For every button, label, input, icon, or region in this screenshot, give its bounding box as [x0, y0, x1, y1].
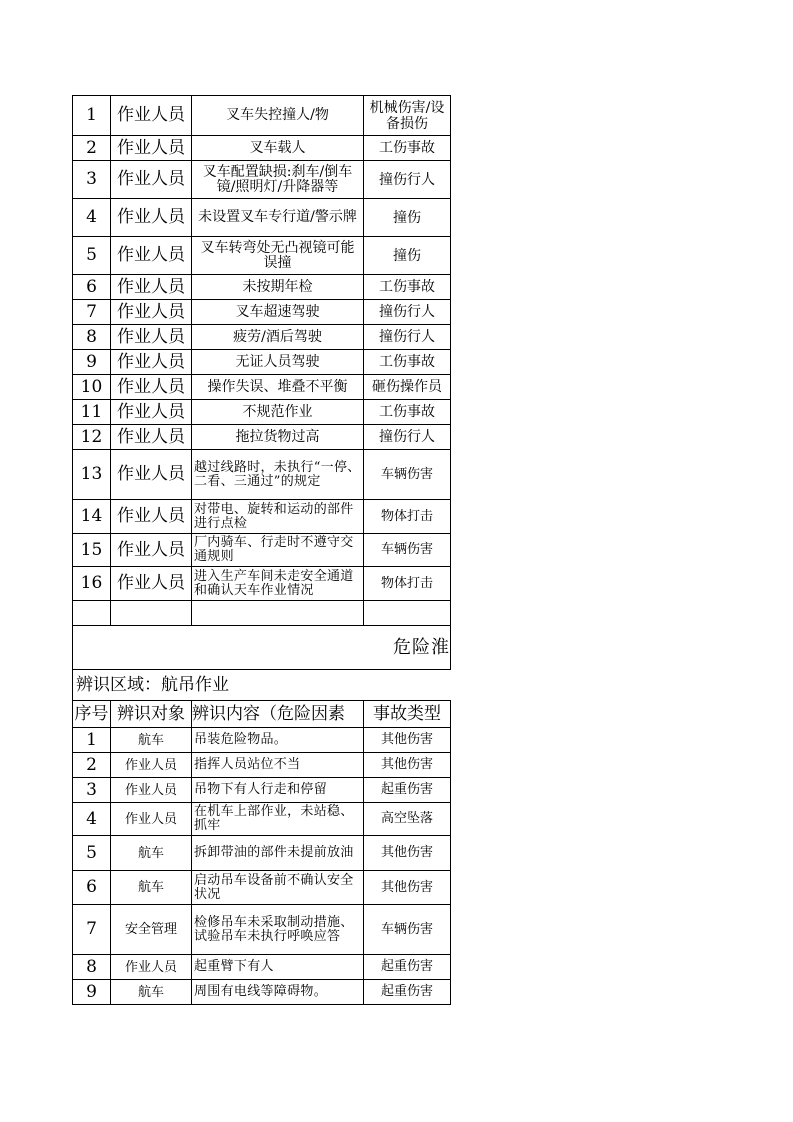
accident-type: 物体打击: [364, 500, 451, 534]
header-object: 辨识对象: [111, 701, 192, 728]
table-row: [73, 500, 451, 534]
hazard-content: 在机车上部作业，未站稳、抓牢: [192, 803, 364, 836]
table-row: [73, 375, 451, 400]
table-row: [73, 728, 451, 753]
identified-object: 作业人员: [111, 778, 192, 803]
row-number: 5: [73, 836, 111, 871]
hazard-sheet: [72, 95, 450, 1005]
empty-cell: [364, 601, 451, 626]
accident-type: 起重伤害: [364, 778, 451, 803]
hazard-content: 叉车转弯处无凸视镜可能误撞: [192, 237, 364, 275]
table-row: [73, 534, 451, 567]
header-type: 事故类型: [364, 701, 451, 728]
table-row: [73, 237, 451, 275]
row-number: 14: [73, 500, 111, 534]
area-row: [73, 670, 451, 701]
table-row: [73, 450, 451, 500]
row-number: 10: [73, 375, 111, 400]
accident-type: 起重伤害: [364, 955, 451, 980]
hazard-content: 越过线路时，未执行“一停、二看、三通过”的规定: [192, 450, 364, 500]
table-row: [73, 400, 451, 425]
identified-object: 作业人员: [111, 803, 192, 836]
row-number: 5: [73, 237, 111, 275]
identified-object: 作业人员: [111, 425, 192, 450]
accident-type: 高空坠落: [364, 803, 451, 836]
accident-type: 车辆伤害: [364, 905, 451, 955]
identified-object: 航车: [111, 836, 192, 871]
row-number: 9: [73, 980, 111, 1005]
hazard-content: 厂内骑车、行走时不遵守交通规则: [192, 534, 364, 567]
table-row: [73, 871, 451, 905]
identified-object: 安全管理: [111, 905, 192, 955]
row-number: 4: [73, 199, 111, 237]
accident-type: 其他伤害: [364, 871, 451, 905]
hazard-content: 起重臂下有人: [192, 955, 364, 980]
hazard-content: 叉车载人: [192, 136, 364, 161]
accident-type: 工伤事故: [364, 136, 451, 161]
accident-type: 车辆伤害: [364, 534, 451, 567]
table-row: [73, 161, 451, 199]
empty-cell: [73, 601, 111, 626]
identified-object: 作业人员: [111, 534, 192, 567]
identified-object: 作业人员: [111, 955, 192, 980]
identified-object: 作业人员: [111, 450, 192, 500]
row-number: 3: [73, 161, 111, 199]
hazard-content: 叉车失控撞人/物: [192, 96, 364, 136]
identified-object: 作业人员: [111, 350, 192, 375]
identified-object: 作业人员: [111, 136, 192, 161]
accident-type: 其他伤害: [364, 836, 451, 871]
table-row: [73, 425, 451, 450]
hazard-content: 启动吊车设备前不确认安全状况: [192, 871, 364, 905]
header-no: 序号: [73, 701, 111, 728]
hazard-content: 未设置叉车专行道/警示牌: [192, 199, 364, 237]
table-row: [73, 136, 451, 161]
accident-type: 起重伤害: [364, 980, 451, 1005]
hazard-content: 周围有电线等障碍物。: [192, 980, 364, 1005]
row-number: 4: [73, 803, 111, 836]
header-row: [73, 701, 451, 728]
row-number: 13: [73, 450, 111, 500]
table-row: [73, 803, 451, 836]
row-number: 12: [73, 425, 111, 450]
table-row: [73, 350, 451, 375]
accident-type: 砸伤操作员: [364, 375, 451, 400]
table-row: [73, 275, 451, 300]
identified-object: 作业人员: [111, 199, 192, 237]
identified-object: 航车: [111, 871, 192, 905]
accident-type: 撞伤行人: [364, 325, 451, 350]
row-number: 3: [73, 778, 111, 803]
hazard-content: 拖拉货物过高: [192, 425, 364, 450]
identified-object: 作业人员: [111, 375, 192, 400]
identified-object: 作业人员: [111, 237, 192, 275]
table-row: [73, 980, 451, 1005]
identified-object: 作业人员: [111, 567, 192, 601]
table-row: [73, 199, 451, 237]
table-row: [73, 96, 451, 136]
table-row: [73, 905, 451, 955]
hazard-content: 疲劳/酒后驾驶: [192, 325, 364, 350]
hazard-content: 检修吊车未采取制动措施、试验吊车未执行呼唤应答: [192, 905, 364, 955]
row-number: 2: [73, 753, 111, 778]
row-number: 2: [73, 136, 111, 161]
accident-type: 其他伤害: [364, 753, 451, 778]
identified-object: 作业人员: [111, 300, 192, 325]
row-number: 6: [73, 275, 111, 300]
row-number: 15: [73, 534, 111, 567]
section-title: 危险淮: [73, 626, 451, 670]
identified-object: 作业人员: [111, 275, 192, 300]
table-row: [73, 300, 451, 325]
identified-object: 作业人员: [111, 753, 192, 778]
table-row: [73, 567, 451, 601]
accident-type: 车辆伤害: [364, 450, 451, 500]
accident-type: 撞伤行人: [364, 161, 451, 199]
accident-type: 工伤事故: [364, 275, 451, 300]
row-number: 8: [73, 325, 111, 350]
header-content: 辨识内容（危险因素: [192, 701, 364, 728]
row-number: 8: [73, 955, 111, 980]
accident-type: 撞伤: [364, 237, 451, 275]
row-number: 7: [73, 300, 111, 325]
hazard-content: 指挥人员站位不当: [192, 753, 364, 778]
identified-object: 作业人员: [111, 96, 192, 136]
identification-area-label: 辨识区域：航吊作业: [73, 670, 451, 701]
hazard-content: 未按期年检: [192, 275, 364, 300]
hazard-content: 吊物下有人行走和停留: [192, 778, 364, 803]
hazard-content: 无证人员驾驶: [192, 350, 364, 375]
row-number: 6: [73, 871, 111, 905]
table-row: [73, 836, 451, 871]
row-number: 1: [73, 728, 111, 753]
accident-type: 机械伤害/设备损伤: [364, 96, 451, 136]
table-row: [73, 753, 451, 778]
accident-type: 物体打击: [364, 567, 451, 601]
empty-cell: [111, 601, 192, 626]
row-number: 1: [73, 96, 111, 136]
accident-type: 撞伤行人: [364, 300, 451, 325]
accident-type: 工伤事故: [364, 400, 451, 425]
identified-object: 航车: [111, 980, 192, 1005]
hazard-content: 叉车配置缺损:刹车/倒车镜/照明灯/升降器等: [192, 161, 364, 199]
table-row: [73, 778, 451, 803]
table-row: [73, 955, 451, 980]
hazard-content: 进入生产车间未走安全通道和确认天车作业情况: [192, 567, 364, 601]
identified-object: 作业人员: [111, 400, 192, 425]
accident-type: 工伤事故: [364, 350, 451, 375]
hazard-content: 对带电、旋转和运动的部件进行点检: [192, 500, 364, 534]
identified-object: 航车: [111, 728, 192, 753]
table-row: [73, 325, 451, 350]
accident-type: 撞伤: [364, 199, 451, 237]
hazard-content: 不规范作业: [192, 400, 364, 425]
section-title-row: [73, 626, 451, 670]
identified-object: 作业人员: [111, 325, 192, 350]
hazard-content: 操作失误、堆叠不平衡: [192, 375, 364, 400]
accident-type: 其他伤害: [364, 728, 451, 753]
row-number: 9: [73, 350, 111, 375]
identified-object: 作业人员: [111, 500, 192, 534]
hazard-content: 吊装危险物品。: [192, 728, 364, 753]
identified-object: 作业人员: [111, 161, 192, 199]
hazard-content: 拆卸带油的部件未提前放油: [192, 836, 364, 871]
empty-cell: [192, 601, 364, 626]
row-number: 16: [73, 567, 111, 601]
empty-row: [73, 601, 451, 626]
row-number: 7: [73, 905, 111, 955]
hazard-content: 叉车超速驾驶: [192, 300, 364, 325]
row-number: 11: [73, 400, 111, 425]
accident-type: 撞伤行人: [364, 425, 451, 450]
hazard-table: [72, 95, 451, 1005]
